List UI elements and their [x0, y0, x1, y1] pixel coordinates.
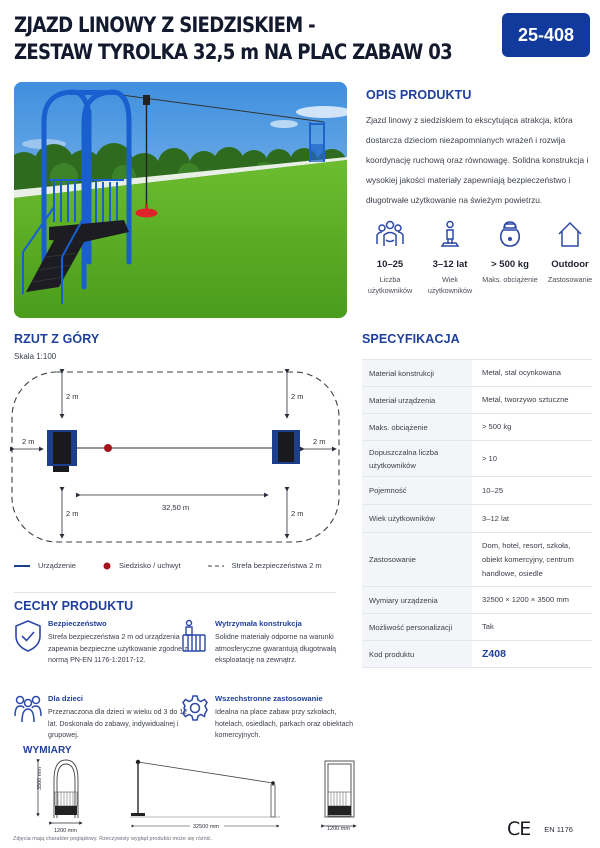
- dim-length: 32500 mm: [193, 824, 219, 830]
- house-icon: [555, 220, 585, 248]
- children-icon: [14, 694, 42, 724]
- stat-age-value: 3–12 lat: [432, 259, 468, 270]
- table-row: Wymiary urządzenia 32500 × 1200 × 3500 mm: [362, 587, 592, 614]
- dashed-line-icon: [208, 563, 224, 569]
- feature-versatile-title: Wszechstronne zastosowanie: [215, 694, 323, 703]
- gear-icon: [181, 694, 209, 722]
- plan-legend: [14, 561, 349, 570]
- feature-safety-text: Strefa bezpieczeństwa 2 m od urządzenia zapewnia bezpieczne użytkowanie zgodne z normą PN-EN 1176-1:2017-12.: [48, 633, 188, 664]
- table-row: Dopuszczalna liczba użytkowników > 10: [362, 441, 592, 477]
- product-code-value: Z408: [472, 641, 592, 668]
- specification-table: [362, 359, 592, 668]
- dim-length: 32,50 m: [162, 503, 190, 512]
- stat-users-value: 10–25: [376, 259, 404, 270]
- dimensions-heading: WYMIARY: [23, 745, 72, 756]
- features-heading: CECHY PRODUKTU: [14, 599, 134, 613]
- description-heading: OPIS PRODUKTU: [366, 88, 472, 102]
- legend-device-label: Urządzenie: [38, 561, 76, 570]
- top-view-plan: [0, 360, 360, 560]
- stat-usage-value: Outdoor: [551, 259, 589, 270]
- description-text: Zjazd linowy z siedziskiem to ekscytująca atrakcja, która dostarcza dzieciom niezapomnianych wrażeń i rozwija koordynację ruchową oraz równowagę. Solidna konstrukcja i wysokiej jakości materiały zapewniają bezpieczeństwo i długotrwałe użytkowanie na świeżym powietrzu.: [366, 115, 589, 205]
- specification-heading: SPECYFIKACJA: [362, 332, 460, 346]
- legend-device: [14, 561, 76, 570]
- stat-load-value: > 500 kg: [491, 259, 529, 270]
- table-row: Wiek użytkowników 3–12 lat: [362, 505, 592, 533]
- legend-safety-zone-label: Strefa bezpieczeństwa 2 m: [231, 561, 322, 570]
- child-icon: [435, 220, 465, 248]
- dim-top-right: 2 m: [291, 392, 304, 401]
- certification: [507, 818, 573, 840]
- dim-height: 3500 mm: [37, 767, 43, 790]
- feature-children-title: Dla dzieci: [48, 694, 84, 703]
- dim-bottom-right: 2 m: [291, 509, 304, 518]
- stat-load: [480, 220, 540, 296]
- description-section: [366, 88, 591, 210]
- section-divider: [14, 592, 336, 593]
- disclaimer: Zdjęcia mają charakter poglądowy. Rzeczywisty wygląd produktu może się różnić.: [13, 836, 213, 842]
- feature-construction-text: Solidne materiały odporne na warunki atmosferyczne gwarantują długotrwałą eksploatację na zewnątrz.: [215, 633, 337, 664]
- stat-usage: [540, 220, 600, 296]
- dim-top-left: 2 m: [66, 392, 79, 401]
- kettlebell-icon: [495, 220, 525, 248]
- feature-children-text: Przeznaczona dla dzieci w wieku od 3 do 12 lat. Doskonała do zabawy, indywidualnej i grupowej.: [48, 708, 188, 739]
- table-row: Materiał konstrukcji Metal, stal ocynkowana: [362, 360, 592, 387]
- table-row: Maks. obciążenie > 500 kg: [362, 414, 592, 441]
- table-row: Pojemność 10–25: [362, 477, 592, 505]
- feature-versatile-text: Idealna na place zabaw przy szkołach, hotelach, osiedlach, parkach oraz obiektach komercyjnych.: [215, 708, 354, 739]
- dim-bottom-left: 2 m: [66, 509, 79, 518]
- dim-side-right: 2 m: [313, 437, 326, 446]
- specification-section: [362, 332, 592, 668]
- table-row: Materiał urządzenia Metal, tworzywo sztuczne: [362, 387, 592, 414]
- legend-seat: [103, 561, 181, 570]
- stat-load-label: Maks. obciążenie: [482, 275, 538, 284]
- construction-icon: [181, 619, 207, 653]
- stat-usage-label: Zastosowanie: [547, 275, 593, 284]
- dimensions-drawing: [0, 752, 380, 836]
- stat-age-label: Wiek użytkowników: [427, 275, 473, 295]
- top-view-heading: RZUT Z GÓRY: [14, 332, 100, 346]
- title-line-1: ZJAZD LINOWY Z SIEDZISKIEM -: [14, 13, 315, 37]
- shield-check-icon: [14, 619, 42, 653]
- dim-width-back: 1200 mm: [327, 826, 350, 832]
- hero-product-image: [14, 82, 347, 318]
- legend-seat-label: Siedzisko / uchwyt: [118, 561, 181, 570]
- product-title: [14, 12, 452, 66]
- top-view-section: [14, 332, 99, 361]
- table-row: Kod produktu Z408: [362, 641, 592, 668]
- dim-width-front: 1200 mm: [54, 828, 77, 834]
- table-row: Zastosowanie Dom, hotel, resort, szkoła, obiekt komercyjny, centrum handlowe, osiedle: [362, 533, 592, 587]
- title-line-2: ZESTAW TYROLKA 32,5 m NA PLAC ZABAW 03: [14, 40, 452, 64]
- dim-side-left: 2 m: [22, 437, 35, 446]
- norm-label: EN 1176: [544, 824, 573, 834]
- device-line-icon: [14, 563, 30, 569]
- product-code-badge: 25-408: [502, 13, 590, 57]
- feature-construction-title: Wytrzymała konstrukcja: [215, 619, 302, 628]
- ce-mark-icon: CE: [507, 818, 531, 840]
- stat-age: [420, 220, 480, 296]
- feature-safety-title: Bezpieczeństwo: [48, 619, 107, 628]
- legend-safety-zone: [208, 561, 322, 570]
- key-stats: [360, 220, 600, 296]
- users-group-icon: [375, 220, 405, 248]
- stat-users-label: Liczba użytkowników: [367, 275, 413, 295]
- seat-dot-icon: [103, 562, 111, 570]
- scale-label: Skala 1:100: [14, 352, 57, 361]
- table-row: Możliwość personalizacji Tak: [362, 614, 592, 641]
- stat-users: [360, 220, 420, 296]
